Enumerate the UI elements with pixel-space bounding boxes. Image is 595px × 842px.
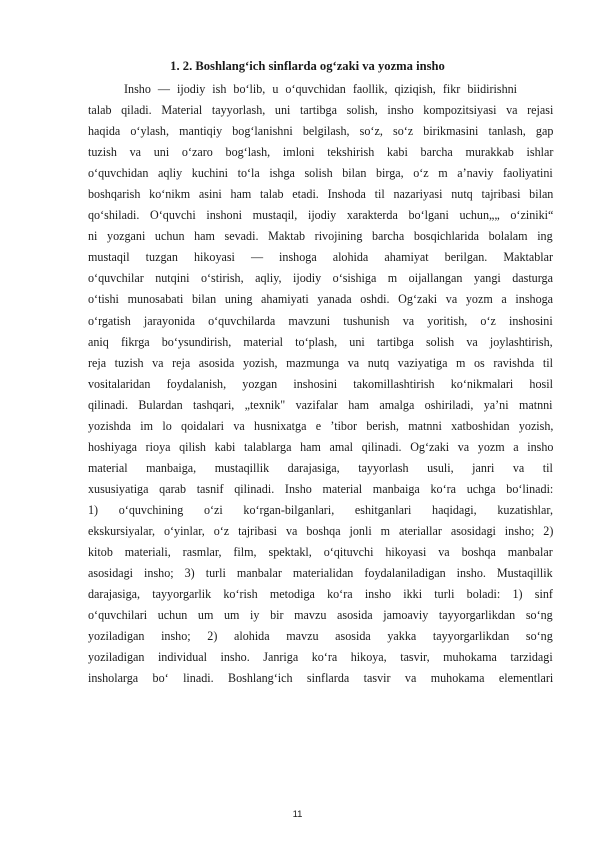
text-line: hoshiyaga rioya qilish kabi talablarga ham amal qilinadi. Og‘zaki va yozm a insho xyxy=(88,439,554,454)
text-line: qo‘shiladi. O‘quvchi inshoni mustaqil, ijodiy xarakterda bo‘lgani uchun„„ o‘ziniki“ xyxy=(88,208,554,223)
text-line: o‘quvchilari uchun um um iy bir mavzu asosida jamoaviy tayyorgarlikdan so‘ng xyxy=(88,608,553,623)
text-line: reja tuzish va reja asosida yozish, mazmunga va nutq vaziyatiga m os ravishda til xyxy=(88,355,553,370)
text-line: insholarga bo‘ linadi. Boshlang‘ich sinflarda tasvir va muhokama elementlari xyxy=(88,671,554,686)
text-line: o‘quvchilar nutqini o‘stirish, aqliy, ijodiy o‘sishiga m oijallangan yangi dasturga xyxy=(88,271,553,286)
text-line: material manbaiga, mustaqillik darajasiga, tayyorlash usuli, janri va til xyxy=(88,460,553,475)
text-line: xususiyatiga qarab tasnif qilinadi. Insho material manbaiga ko‘ra uchga bo‘linadi: xyxy=(88,481,554,496)
text-line: kitob materiali, rasmlar, film, spektakl, o‘qituvchi hikoyasi va boshqa manbalar xyxy=(88,545,553,560)
text-line: tuzish va uni o‘zaro bog‘lash, imloni tekshirish kabi barcha murakkab ishlar xyxy=(88,145,554,160)
text-line: o‘tishi munosabati bilan uning ahamiyati yanada oshdi. Og‘zaki va yozm a inshoga xyxy=(88,292,554,307)
text-line: haqida o‘ylash, mantiqiy bog‘lanishni belgilash, so‘z, so‘z birikmasini tanlash, gap xyxy=(88,124,554,139)
text-line: vositalaridan foydalanish, yozgan inshosini takomillashtirish ko‘nikmalari hosil xyxy=(88,376,553,391)
text-line: o‘rgatish jarayonida o‘quvchilarda mavzuni tushunish va yoritish, o‘z inshosini xyxy=(88,313,553,328)
text-line: qilinadi. Bulardan tashqari, „texnik" vazifalar ham amalga oshiriladi, ya’ni matnni xyxy=(88,397,553,412)
text-line: 1) o‘quvchining o‘zi ko‘rgan-bilganlari, eshitganlari haqidagi, kuzatishlar, xyxy=(88,502,553,517)
text-line: yozishda im lo qoidalari va husnixatga e ’tibor berish, matnni xatboshidan yozish, xyxy=(88,418,554,433)
text-line: boshqarish ko‘nikm asini ham talab etadi. Inshoda til nazariyasi nutq tajribasi bilan xyxy=(88,187,554,202)
text-line: yoziladigan insho; 2) alohida mavzu asosida yakka tayyorgarlikdan so‘ng xyxy=(88,629,553,644)
text-line: ni yozgani uchun ham sevadi. Maktab rivojining barcha bosqichlarida bolalam ing xyxy=(88,229,553,244)
text-line: darajasiga, tayyorgarlik ko‘rish metodiga ko‘ra insho ikki turli boladi: 1) sinf xyxy=(88,587,553,602)
text-line: o‘quvchidan aqliy kuchini to‘la ishga solish bilan birga, o‘z m a’naviy faoliyatini xyxy=(88,166,553,181)
text-line: talab qiladi. Material tayyorlash, uni tartibga solish, insho kompozitsiyasi va rejasi xyxy=(88,103,554,118)
text-line: aniq fikrga bo‘ysundirish, material to‘plash, uni tartibga solish va joylashtirish, xyxy=(88,334,553,349)
body-paragraph xyxy=(88,79,553,689)
text-line: ekskursiyalar, o‘yinlar, o‘z tajribasi va boshqa jonli m ateriallar asosidagi insho; 2) xyxy=(88,523,554,538)
text-line: mustaqil tuzgan hikoyasi — inshoga alohida ahamiyat berilgan. Maktablar xyxy=(88,250,554,265)
text-line: Insho — ijodiy ish bo‘lib, u o‘quvchidan faollik, qiziqish, fikr biidirishni xyxy=(124,82,518,96)
section-heading: 1. 2. Boshlang‘ich sinflarda og‘zaki va yozma insho xyxy=(170,59,445,73)
text-line: asosidagi insho; 3) turli manbalar materialidan foydalaniladigan insho. Mustaqillik xyxy=(88,566,553,581)
text-line: yoziladigan individual insho. Janriga ko‘ra hikoya, tasvir, muhokama tarzidagi xyxy=(88,650,553,665)
page-number: 11 xyxy=(292,809,303,820)
